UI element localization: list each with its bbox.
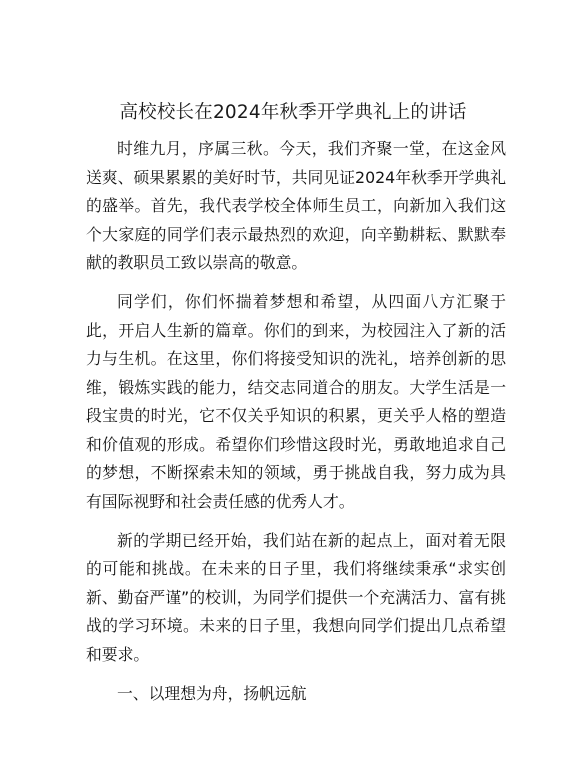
section-heading: 一、以理想为舟，扬帆远航 (117, 683, 307, 703)
paragraph-students: 同学们，你们怀揣着梦想和希望，从四面八方汇聚于此，开启人生新的篇章。你们的到来，为校园注入了新的活力与生机。在这里，你们将接受知识的洗礼，培养创新的思维，锻炼实践的能力，结交志同道合的朋友。大学生活是一段宝贵的时光，它不仅关乎知识的积累，更关乎人格的塑造和价值观的形成。希望你们珍惜这段时光，勇敢地追求自己的梦想，不断探索未知的领域，勇于挑战自我，努力成为具有国际视野和社会责任感的优秀人才。 (86, 292, 506, 511)
paragraph-new-semester: 新的学期已经开始，我们站在新的起点上，面对着无限的可能和挑战。在未来的日子里，我们将继续秉承“求实创新、勤奋严谨”的校训，为同学们提供一个充满活力、富有挑战的学习环境。未来的日子里，我想向同学们提出几点希望和要求。 (86, 530, 506, 664)
paragraph-welcome: 时维九月，序属三秋。今天，我们齐聚一堂，在这金风送爽、硕果累累的美好时节，共同见证2024年秋季开学典礼的盛举。首先，我代表学校全体师生员工，向新加入我们这个大家庭的同学们表示最热烈的欢迎，向辛勤耕耘、默默奉献的教职员工致以崇高的敬意。 (86, 139, 506, 272)
document-body (86, 135, 506, 708)
document-title: 高校校长在2024年秋季开学典礼上的讲话 (119, 102, 467, 123)
